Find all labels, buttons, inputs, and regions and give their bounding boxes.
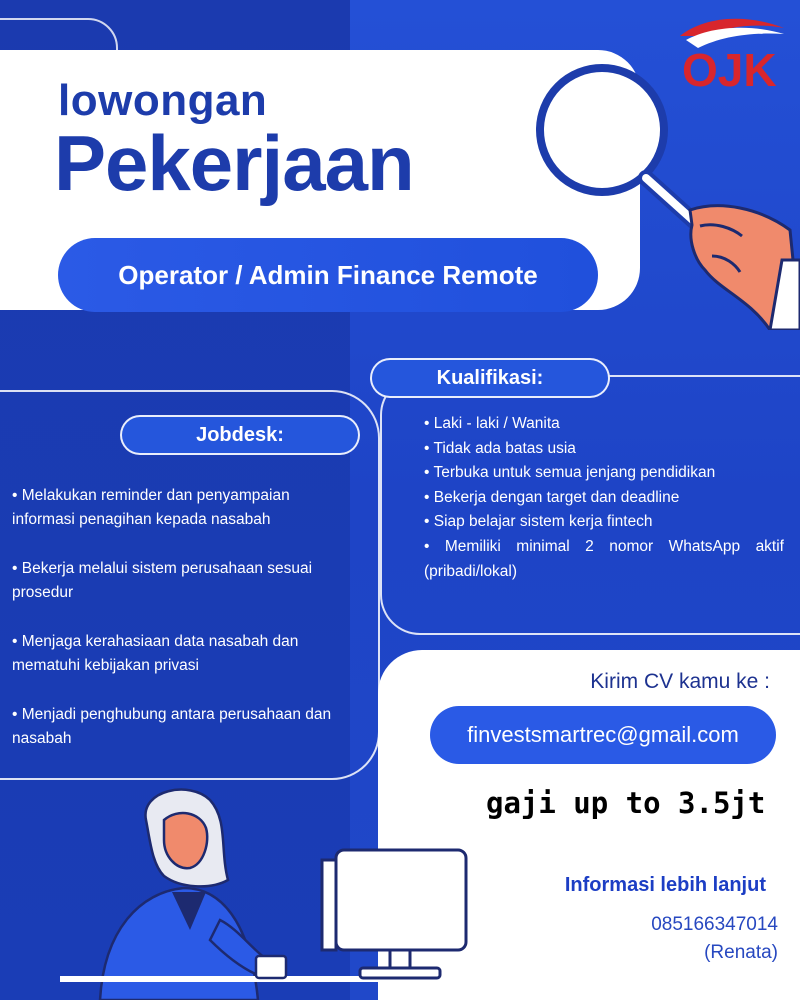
face-icon (164, 813, 207, 868)
qualification-item: • Terbuka untuk semua jenjang pendidikan (424, 464, 716, 482)
qualification-item: • Memiliki minimal 2 nomor WhatsApp aktif (424, 537, 784, 555)
phone-number[interactable]: 085166347014 (651, 914, 778, 935)
position-title: Operator / Admin Finance Remote (58, 238, 598, 312)
qualifications-list (424, 412, 784, 584)
jobdesk-item: • Menjaga kerahasiaan data nasabah dan mematuhi kebijakan privasi (12, 633, 299, 674)
email-address[interactable]: finvestsmartrec@gmail.com (430, 706, 776, 764)
contact-name: (Renata) (704, 942, 778, 963)
jobdesk-item: • Melakukan reminder dan penyampaian informasi penagihan kepada nasabah (12, 487, 290, 528)
qualifications-label: Kualifikasi: (370, 358, 610, 398)
logo-text: OJK (682, 44, 777, 94)
qualification-item: • Siap belajar sistem kerja fintech (424, 513, 653, 531)
send-cv-label: Kirim CV kamu ke : (590, 670, 770, 693)
qualification-item-continued: (pribadi/lokal) (424, 562, 518, 580)
info-heading: Informasi lebih lanjut (564, 874, 766, 896)
jobdesk-list (12, 484, 352, 776)
salary-text: gaji up to 3.5jt (486, 786, 766, 820)
title-pekerjaan: Pekerjaan (54, 119, 414, 207)
woman-computer-illustration (60, 780, 480, 1000)
jobdesk-item: • Menjadi penghubung antara perusahaan dan nasabah (12, 706, 332, 747)
qualification-item: • Tidak ada batas usia (424, 439, 576, 457)
jobdesk-item: • Bekerja melalui sistem perusahaan sesuai prosedur (12, 560, 313, 601)
title-lowongan: lowongan (58, 76, 268, 125)
jobdesk-label: Jobdesk: (120, 415, 360, 455)
qualification-item: • Laki - laki / Wanita (424, 415, 560, 432)
qualification-item: • Bekerja dengan target dan deadline (424, 488, 680, 506)
monitor-icon (336, 850, 466, 950)
magnifier-hand-illustration (520, 60, 800, 330)
